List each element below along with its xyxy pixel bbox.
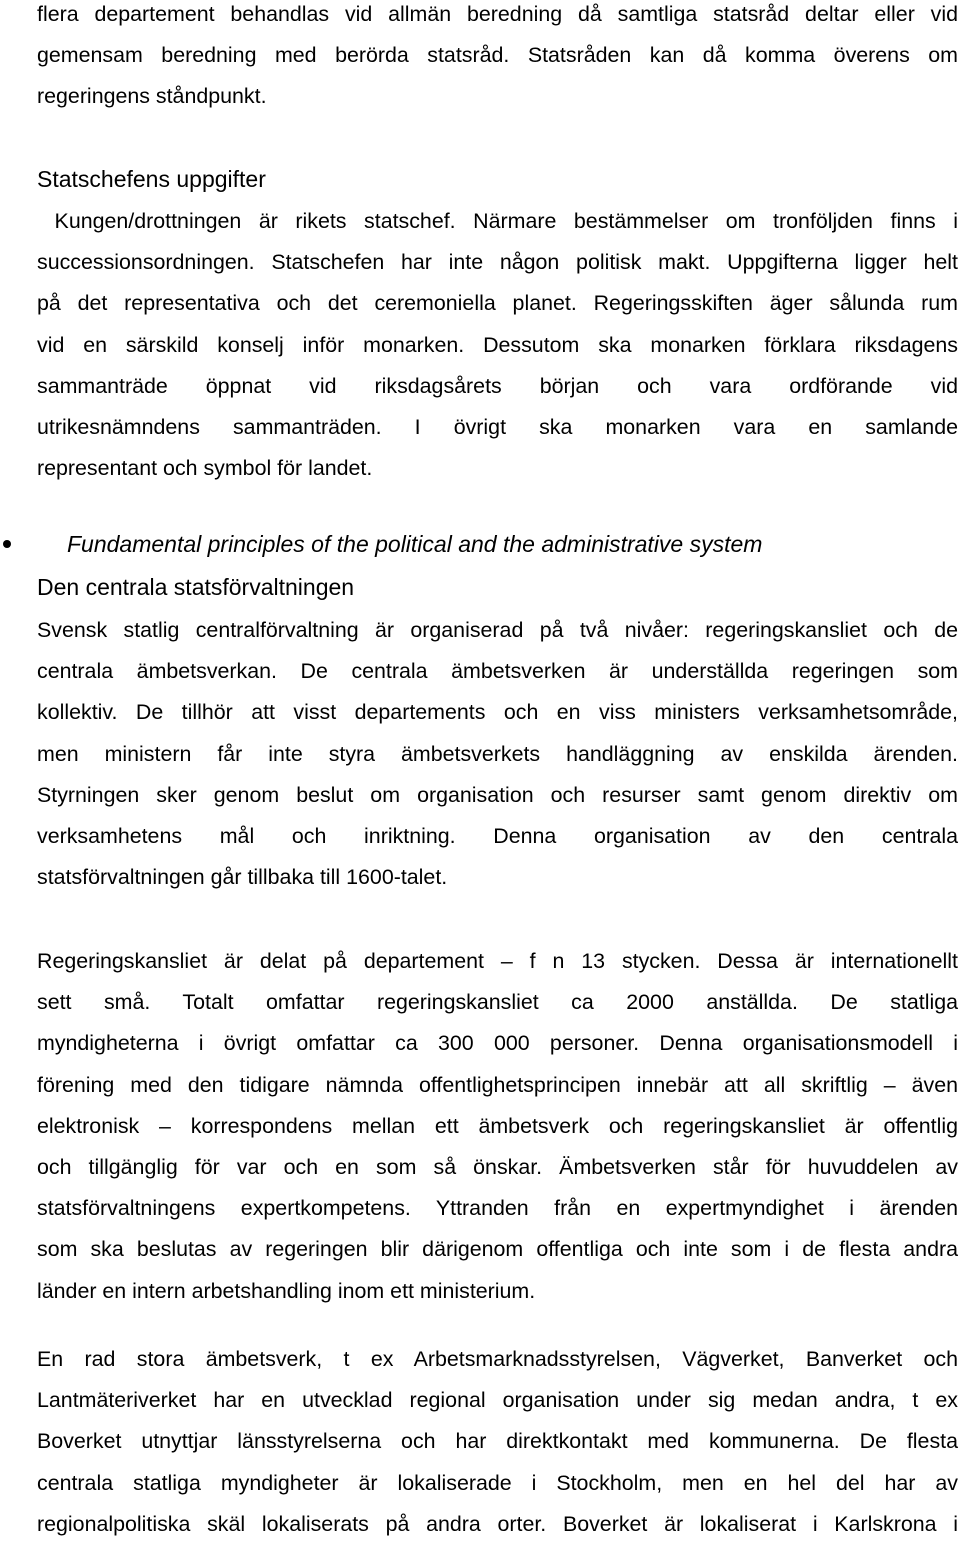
text-line: regeringens ståndpunkt. xyxy=(37,84,267,109)
text-line: länder en intern arbetshandling inom ett ministerium. xyxy=(37,1278,536,1303)
text-line: men ministern får inte styra ämbetsverkets handläggning av enskilda ärenden. xyxy=(37,741,958,766)
text-line: Svensk statlig centralförvaltning är organiserad på två nivåer: regeringskansliet och de xyxy=(37,618,958,642)
bullet-icon xyxy=(3,540,11,548)
text-line: Regeringskansliet är delat på departement – f n 13 stycken. Dessa är internationellt xyxy=(37,949,958,973)
text-line: elektronisk – korrespondens mellan ett ämbetsverk och regeringskansliet är offentlig xyxy=(37,1113,958,1138)
text-line: En rad stora ämbetsverk, t ex Arbetsmarknadsstyrelsen, Vägverket, Banverket och xyxy=(37,1347,958,1371)
lead-paragraph xyxy=(37,0,958,118)
text-line: som ska beslutas av regeringen blir därigenom offentliga och inte som i de flesta andra xyxy=(37,1237,958,1262)
text-line: sammanträde öppnat vid riksdagsårets början och vara ordförande vid xyxy=(37,373,958,398)
text-line: på det representativa och det ceremoniella planet. Regeringsskiften äger sålunda rum xyxy=(37,291,958,316)
text-line: Styrningen sker genom beslut om organisation och resurser samt genom direktiv om xyxy=(37,782,958,807)
text-line: centrala statliga myndigheter är lokaliserade i Stockholm, men en hel del har av xyxy=(37,1470,958,1495)
text-line: regionalpolitiska skäl lokaliserats på andra orter. Boverket är lokaliserat i Karlskrona i xyxy=(37,1511,958,1536)
central-paragraph xyxy=(37,610,958,898)
text-line: verksamhetens mål och inriktning. Denna organisation av den centrala xyxy=(37,823,958,848)
text-line: sett små. Totalt omfattar regeringskansliet ca 2000 anställda. De statliga xyxy=(37,990,958,1015)
stora-ambetsverk-paragraph xyxy=(37,1339,958,1545)
text-line: centrala ämbetsverkan. De centrala ämbetsverken är underställda regeringen som xyxy=(37,659,958,684)
text-line: Kungen/drottningen är rikets statschef. Närmare bestämmelser om tronföljden finns i xyxy=(37,209,958,233)
bullet-list-item xyxy=(0,523,960,565)
text-line: representant och symbol för landet. xyxy=(37,456,373,481)
text-line: statsförvaltningens expertkompetens. Yttranden från en expertmyndighet i ärenden xyxy=(37,1196,958,1221)
text-line: flera departement behandlas vid allmän beredning då samtliga statsråd deltar eller vid xyxy=(37,2,958,26)
text-line: gemensam beredning med berörda statsråd. Statsråden kan då komma överens om xyxy=(37,43,958,68)
text-line: successionsordningen. Statschefen har inte någon politisk makt. Uppgifterna ligger helt xyxy=(37,250,958,275)
text-line: kollektiv. De tillhör att visst departements och en viss ministers verksamhetsområde, xyxy=(37,700,958,725)
text-line: vid en särskild konselj inför monarken. Dessutom ska monarken förklara riksdagens xyxy=(37,332,958,357)
regeringskansliet-paragraph xyxy=(37,941,958,1312)
text-line: förening med den tidigare nämnda offentlighetsprincipen innebär att all skriftlig – även xyxy=(37,1072,958,1097)
text-line: myndigheterna i övrigt omfattar ca 300 000 personer. Denna organisationsmodell i xyxy=(37,1031,958,1056)
bullet-item-text: Fundamental principles of the political and the administrative system xyxy=(67,531,763,557)
text-line: och tillgänglig för var och en som så önskar. Ämbetsverken står för huvuddelen av xyxy=(37,1154,958,1179)
section-heading-central: Den centrala statsförvaltningen xyxy=(37,574,355,600)
text-line: Boverket utnyttjar länsstyrelserna och har direktkontakt med kommunerna. De flesta xyxy=(37,1429,958,1454)
section-heading-statschef: Statschefens uppgifter xyxy=(37,166,266,192)
text-line: utrikesnämndens sammanträden. I övrigt ska monarken vara en samlande xyxy=(37,414,958,439)
text-line: Lantmäteriverket har en utvecklad regional organisation under sig medan andra, t ex xyxy=(37,1388,958,1413)
statschef-paragraph xyxy=(37,201,958,489)
text-line: statsförvaltningen går tillbaka till 1600-talet. xyxy=(37,865,448,890)
